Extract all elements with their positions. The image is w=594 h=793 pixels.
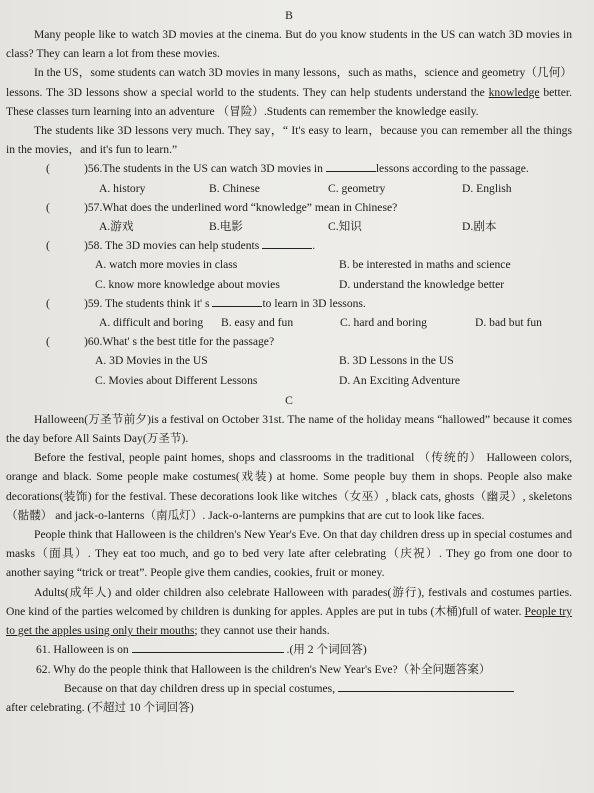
option-a[interactable]: A.游戏 (99, 220, 134, 234)
option-d[interactable]: D. English (462, 181, 512, 195)
answer-bracket[interactable]: ( (46, 162, 50, 176)
passage-b-paragraph-2: In the US，some students can watch 3D movies in many lessons，such as maths，science and geometry（几何） lessons. The 3D lessons show a special world to the students. They can help students understand the knowledge better. These classes turn learning into an adventure （冒险）.Students can remember the knowledge easily. (6, 66, 572, 118)
passage-b-paragraph-3: The students like 3D lessons very much. They say，“ It's easy to learn，because you can remember all the things in the movies，and it's fun to learn.” (6, 124, 572, 157)
underlined-word-knowledge: knowledge (488, 85, 540, 99)
option-a[interactable]: A. history (99, 181, 146, 195)
question-57: ( )57.What does the underlined word “knowledge” mean in Chinese? (6, 198, 572, 217)
option-d[interactable]: D. An Exciting Adventure (339, 373, 461, 387)
question-56: ( )56.The students in the US can watch 3D movies in lessons according to the passage. (6, 159, 572, 178)
answer-blank[interactable] (262, 236, 312, 249)
option-b[interactable]: B. easy and fun (221, 316, 294, 330)
option-a[interactable]: A. difficult and boring (99, 316, 204, 330)
option-a[interactable]: A. 3D Movies in the US (95, 354, 208, 368)
question-58-options-cd (6, 275, 572, 294)
answer-blank[interactable] (132, 640, 284, 653)
answer-bracket[interactable]: ( (46, 200, 50, 214)
option-d[interactable]: D. understand the knowledge better (339, 277, 505, 291)
option-c[interactable]: C. hard and boring (340, 316, 427, 330)
answer-blank[interactable] (212, 294, 262, 307)
option-b[interactable]: B. be interested in maths and science (339, 258, 511, 272)
option-c[interactable]: C.知识 (328, 220, 362, 234)
question-56-options (6, 179, 572, 198)
answer-bracket[interactable]: ( (46, 296, 50, 310)
answer-bracket[interactable]: ( (46, 239, 50, 253)
question-57-options (6, 217, 572, 236)
answer-blank[interactable] (338, 679, 514, 692)
option-d[interactable]: D.剧本 (462, 220, 497, 234)
question-61: 61. Halloween is on .(用 2 个词回答) (6, 640, 572, 659)
question-58-options-ab (6, 255, 572, 274)
question-59-options (6, 313, 572, 332)
underlined-sentence: People try to get the apples using only their mouths (6, 604, 572, 638)
option-a[interactable]: A. watch more movies in class (95, 258, 238, 272)
option-b[interactable]: B. Chinese (209, 181, 260, 195)
question-62-continuation: after celebrating. (不超过 10 个词回答) (6, 700, 194, 714)
option-b[interactable]: B.电影 (209, 220, 243, 234)
question-59: ( )59. The students think it' s to learn in 3D lessons. (6, 294, 572, 313)
question-58: ( )58. The 3D movies can help students . (6, 236, 572, 255)
answer-blank[interactable] (326, 159, 376, 172)
question-62: 62. Why do the people think that Halloween is the children's New Year's Eve?（补全问题答案） (36, 662, 491, 676)
passage-c-paragraph-2: Before the festival, people paint homes, shops and classrooms in the traditional （传统的） Halloween colors, orange and black. Some people make costumes(戏装) at home. Some people buy them in shops. People also make decorations(装饰) for the festival. These decorations look like witches（女巫）, black cats, ghosts（幽灵）, skeletons （骷髅） and jack-o-lanterns（南瓜灯）. Jack-o-lanterns are pumpkins that are cut to look like faces. (6, 451, 572, 522)
passage-c-paragraph-1: Halloween(万圣节前夕)is a festival on October 31st. The name of the holiday means “hallowed” because it comes the day before All Saints Day(万圣节). (6, 412, 572, 446)
passage-c-paragraph-3: People think that Halloween is the children's New Year's Eve. On that day children dress up in special costumes and masks（面具）. They eat too much, and go to bed very late after celebrating（庆祝）. They go from one door to another saying “trick or treat”. People give them candies, cookies, fruit or money. (6, 528, 572, 580)
passage-c-paragraph-4: Adults(成年人) and older children also celebrate Halloween with parades(游行), festivals and costumes parties. One kind of the parties welcomed by children is dunking for apples. Apples are put in tubs (木桶)full of water. People try to get the apples using only their mouths; they cannot use their hands. (6, 585, 572, 638)
option-c[interactable]: C. geometry (328, 181, 386, 195)
answer-bracket[interactable]: ( (46, 335, 50, 349)
option-b[interactable]: B. 3D Lessons in the US (339, 354, 454, 368)
section-c-heading: C (285, 393, 293, 407)
option-d[interactable]: D. bad but fun (475, 316, 542, 330)
question-62-answer: Because on that day children dress up in special costumes, (6, 679, 572, 698)
question-60: ( )60.What' s the best title for the passage? (6, 332, 572, 351)
question-60-options-ab (6, 351, 572, 370)
option-c[interactable]: C. Movies about Different Lessons (95, 373, 258, 387)
section-b-heading: B (285, 9, 293, 22)
passage-b-paragraph-1: Many people like to watch 3D movies at the cinema. But do you know students in the US can watch 3D movies in class? They can learn a lot from these movies. (6, 28, 572, 61)
question-60-options-cd (6, 371, 572, 390)
option-c[interactable]: C. know more knowledge about movies (95, 277, 280, 291)
